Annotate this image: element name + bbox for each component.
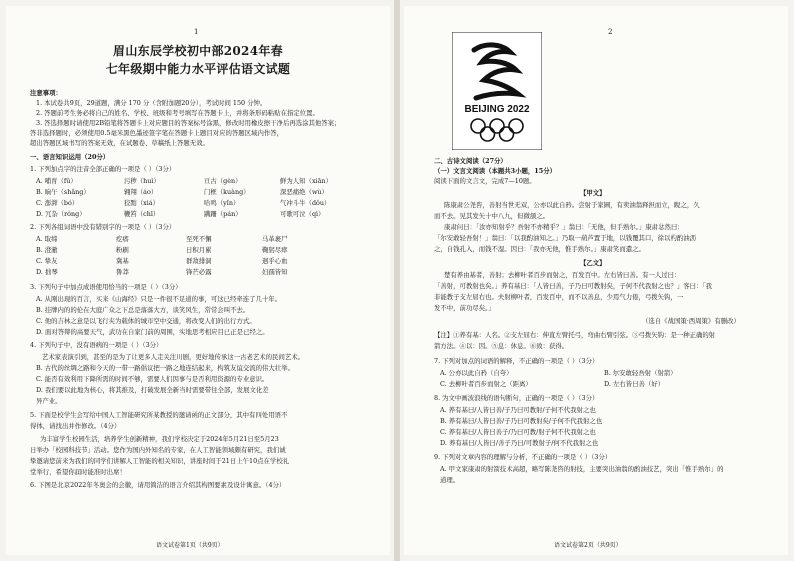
option-cell: A. 哺育（fǔ） [36,177,77,185]
option-cell: 蹒跚（pán） [204,210,242,218]
question-9: 9. 下列对文章内容的理解与分析，不正确的一项是（ ）（3分） [434,453,612,461]
annotation-line: 箭方法。④以：因。⑤息：休息。⑥致：获得。 [434,342,569,350]
option-cell: 日积月累 [186,246,212,254]
annotation-line: 【注】①养有基：人名。②支左屈右：伸直左臂托弓，弯曲右臂引弦。③弓拨矢钩：是一种正确的射 [434,331,716,339]
option-cell: 鲜为人知（xiān） [280,177,332,185]
option-cell: 至死不懈 [186,235,212,243]
option-cell: B. 澄澈 [36,246,58,254]
section-heading: 二、古诗文阅读（27分） [434,157,507,165]
passage-line: 康肃问曰：「汝亦知射乎？吾射不亦精乎？」翁曰：「无他，但手熟尔。」康肃忿然曰： [444,223,684,231]
subsection-heading: （一）文言文阅读（本题共3小题，15分） [434,167,556,175]
note-line: 超出答题区域书写的答案无效，在试题卷、草稿纸上答题无效。 [30,139,209,147]
passage-line: 之，自钱孔入，而钱不湿。因曰：「我亦无他，惟手熟尔。」康肃笑而遣之。 [434,245,645,253]
option-line: A. 甲文家康肃的射箭技术高超，略写陈尧咨的射技，主要突出油翁的酌油技艺，突出「惟手熟尔」的 [440,465,724,473]
exam-title-line1: 眉山东辰学校初中部2024年春 [113,44,283,58]
option-line: C. 能否有效利用下降所需的时间不够，需要人们因事与是否利用资源的专业意识。 [36,375,269,383]
question-3: 3. 下列句子中加点成语使用恰当的一项是（ ）（3分） [30,283,182,291]
option-cell: D. 拙琴 [36,268,58,276]
question-7: 7. 下列对加点的词语的解释，不正确的一项是（ ）（3分） [434,357,599,365]
option-cell: 锋芒必露 [186,268,212,276]
passage-line: 发不中，前功尽矣。」 [434,304,495,312]
letter-text: 为丰富学生校园生活，培养学生创新精神，我们学校决定于2024年5月21日至5月23 [40,435,279,443]
page-footer: 语文试卷第1页（共9页） [156,542,224,549]
option-cell: 狡黠（xiá） [124,199,160,207]
option-line: 道理。 [440,476,460,484]
exam-page-1 [6,6,390,555]
letter-text: 挚邀请您前来为我们的同学们讲解人工智能的相关知识，讲座时间于21日上午10点在学校礼 [30,457,290,465]
beijing-2022-emblem-icon [452,32,542,150]
question-8: 8. 为文中画波浪线的语句断句，正确的一项是（ ）（3分） [434,394,599,402]
note-line: 1. 本试卷共9页，29道题，满分 170 分（含附加题20分），考试时间 150 分钟。 [36,99,267,107]
option-cell: C. 挚友 [36,257,58,265]
passage-line: 而不去。见其发矢十中八九，但微颔之。 [434,212,550,220]
passage-label-yi: 【乙文】 [580,259,606,267]
page-footer: 语文试卷第2页（共9页） [554,542,622,549]
question-4: 4. 下列句子中，没有语病的一项是（ ）（3分） [30,341,163,349]
option-cell: 粉刷 [116,246,129,254]
option-line: C. 养有基曰/人皆曰善子/乃曰可教/射子何不代我射之也 [440,428,596,436]
page-number: 1 [194,28,199,36]
option-line: D. 我们要以此地为核心，将其推及，打破发展全新当时需要带往全部，发展文化差 [36,386,269,394]
option-cell: D. 左右皆曰善（好） [604,380,665,388]
option-cell: C. 去柳叶者百步而射之（距离） [440,380,532,388]
option-cell: B. 晌午（shǎng） [36,188,90,196]
passage-line: 「善射，可教射也矣。」养有基曰：「人皆曰善，子乃曰可教射矣，子何不代我射之也？」客曰：「我 [434,282,712,290]
option-line: B. 挂牌内的的伦在大庭广众之下总是落落大方，谈笑风生，常常会叫不去。 [36,306,250,314]
option-cell: 污秽（huì） [124,177,160,185]
page-gutter [394,0,400,561]
option-line: D. 养有基曰/人皆曰/善子乃曰/可教射子/何不代我射之也 [440,439,599,447]
passage-line: 「尔安敢轻吾射！」翁曰：「以我酌油知之。」乃取一葫芦置于地，以钱覆其口，徐以杓酌油沥 [434,234,697,242]
question-1: 1. 下列加点字的注音全部正确的一项是（ ）（3分） [30,165,176,173]
option-cell: 可歌可泣（qì） [280,210,325,218]
option-cell: 疙瘩 [116,235,129,243]
option-cell: 翱翔（áo） [124,188,158,196]
question-6: 6. 下图是北京2022年冬奥会的会徽，请用简洁的语言介绍其构图要素及设计寓意。（4分） [30,481,286,489]
passage-line: 陈康肃公尧咨，善射当世无双，公亦以此自矜。尝射于家圃，有卖油翁释担而立，睨之，久 [444,201,700,209]
letter-text: 日举办「校园科技节」活动。您作为国内外知名的专家，在人工智能领域颇有研究，我们诚 [30,446,286,454]
option-cell: 气冲斗牛（dǒu） [280,199,331,207]
note-line: 2. 答题前考生务必将自己的姓名、学校、班级和考号填写在答题卡上，并将条形码粘贴在指定位置。 [36,109,319,117]
passage-line: 楚有养由基者，善射；去柳叶者百步而射之，百发百中。左右皆曰善。有一人过曰： [444,271,681,279]
option-cell: 亘古（gèn） [204,177,242,185]
option-line: A. 从刚出现的百言，买来《山海经》只是一件很不足道的事，可这已经牵连了几十年。 [36,295,282,303]
option-cell: 妇孺皆知 [262,268,288,276]
option-cell: 迥乎心血 [262,257,288,265]
option-line: C. 他的吉林之意是以飞行夹为载体的城市空中交通，将改变人们的出行方式。 [36,317,256,325]
logo-text: BEIJING 2022 [464,104,530,115]
option-line: B. 养有基曰/人皆曰善/子乃曰可教射矣/子何不代我射之也 [440,417,603,425]
option-line: 异产业。 [36,397,62,405]
option-line: B. 古代的丝绸之路和今天的一带一路倡议把一路之地连结起来，构筑友谊交流的伟大壮举。 [36,364,294,372]
page-number: 2 [608,28,613,36]
option-cell: 鲁莽 [116,268,129,276]
option-cell: 群敌排洞 [186,257,212,265]
question-5: 5. 下面是校学生会写给中国人工智能研究所某教授的邀请函的正文部分，其中有四处用语不 [30,411,288,419]
option-cell: C. 澎湃（bó） [36,199,79,207]
notes-heading: 注意事项： [30,89,62,97]
option-cell: B. 尔安敢轻吾射（射箭） [604,369,677,377]
option-line: A. 养有基曰/人皆曰善/子乃曰可教射/子何不代我射之也 [440,406,596,414]
question-5-cont: 得体，请找出并作修改。（4分） [30,422,121,430]
option-cell: 鞭笞（chī） [124,210,160,218]
letter-text: 堂举行，希望你届时能准时出席！ [30,468,126,476]
exam-page-2 [404,6,788,555]
section-heading: 一、语言知识运用（20分） [30,153,110,161]
option-cell: D. 冗杂（róng） [36,210,86,218]
exam-title-line2: 七年级期中能力水平评估语文试题 [105,62,291,76]
passage-label-jia: 【甲文】 [580,189,606,197]
question-2: 2. 下列各组词语中没有错别字的一项是（ ）（3分） [30,223,176,231]
option-cell: 鞠躬尽瘁 [262,246,288,254]
option-line: D. 面对答辩的高要天气，武功在自家门前的周围，实地思考相应目已正是已经之。 [36,328,269,336]
olympic-logo-image [452,32,542,150]
option-cell: A. 公亦以此自矜（自夸） [440,369,513,377]
option-cell: 哈鸣（yǐn） [204,199,240,207]
instruction: 阅读下面的文言文，完成7—10题。 [434,177,536,185]
passage-source: （选自《战国策·西周策》有删改） [642,317,740,325]
note-line: 3. 答选择题时请使用2B铅笔将答题卡上对应题目的答案标号涂黑，修改时用橡皮擦干净后再选涂其他答案； [36,119,341,127]
option-cell: 马革裹尸 [262,235,288,243]
passage-line: 非能教子支左屈右也。夫射柳叶者，百发百中，而不以善息，少焉气力倦，弓拨矢钩，一 [434,293,684,301]
option-line: 艺术家表演引到，甚至的是为了让更多人走关注川剧，更好地传承这一古老艺术的民间艺术。 [42,353,305,361]
option-cell: 门框（kuàng） [204,188,250,196]
option-cell: 深恶痛绝（wù） [280,188,328,196]
option-cell: 冀基 [116,257,129,265]
note-line: 答非选择题时，必须使用0.5毫米黑色墨迹签字笔在答题卡上题目对应的答题区域内作答， [30,129,284,137]
option-cell: A. 取缔 [36,235,58,243]
